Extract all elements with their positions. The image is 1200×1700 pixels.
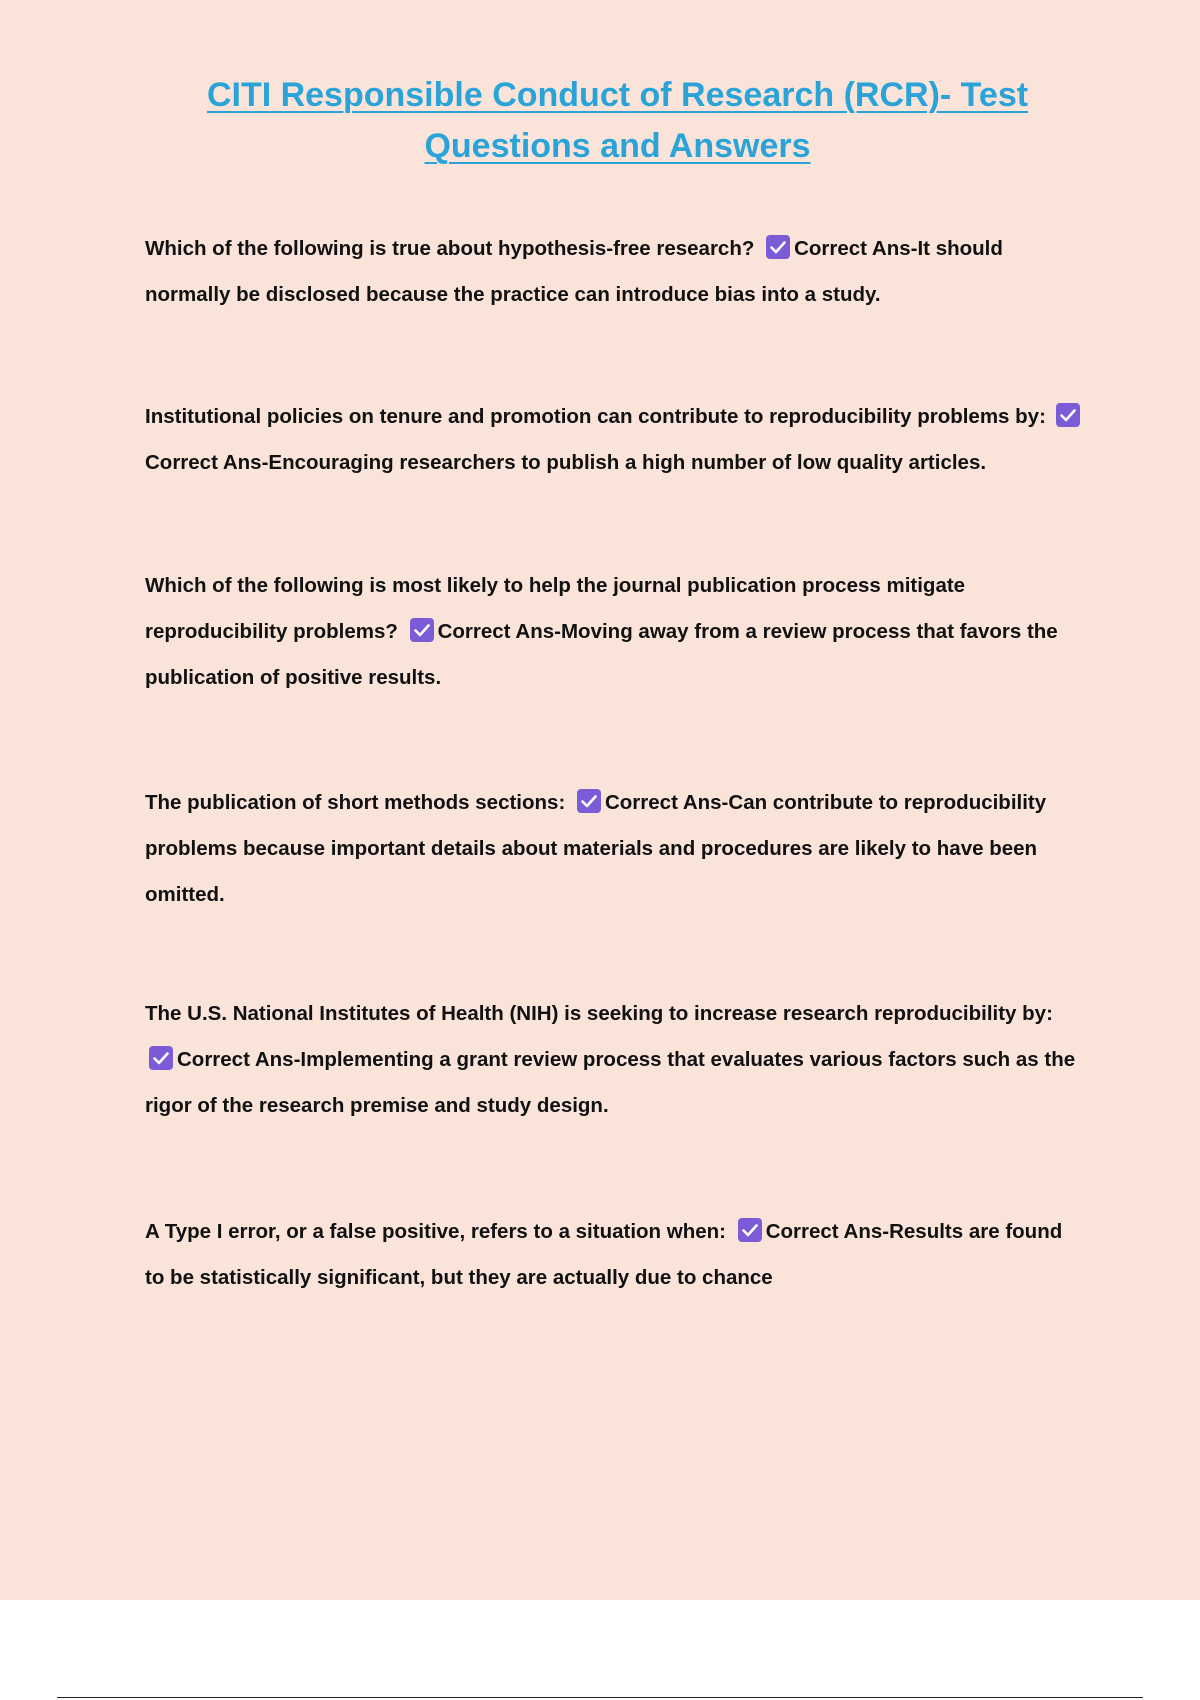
answer-text: Correct Ans-Results are found to be statistically significant, but they are actually due to chance bbox=[145, 1220, 1063, 1289]
question-text: Which of the following is most likely to help the journal publication process mitigate reproducibility problems? bbox=[145, 574, 966, 643]
answer-text: Correct Ans-Encouraging researchers to publish a high number of low quality articles. bbox=[145, 451, 987, 474]
qa-item bbox=[145, 991, 1085, 1129]
checkbox-checked-icon bbox=[577, 789, 601, 813]
answer-text: Correct Ans-Moving away from a review process that favors the publication of positive results. bbox=[145, 620, 1058, 689]
checkbox-checked-icon bbox=[149, 1046, 173, 1070]
checkbox-checked-icon bbox=[1056, 403, 1080, 427]
document-title: CITI Responsible Conduct of Research (RCR)- Test Questions and Answers bbox=[206, 76, 1029, 165]
qa-item bbox=[145, 394, 1085, 486]
answer-text: Correct Ans-Can contribute to reproducibility problems because important details about materials and procedures are likely to have been omitted. bbox=[145, 791, 1047, 906]
question-text: The publication of short methods sections: bbox=[145, 791, 566, 814]
qa-item bbox=[145, 563, 1085, 701]
footer-divider bbox=[57, 1697, 1143, 1698]
question-text: Which of the following is true about hypothesis-free research? bbox=[145, 237, 755, 260]
qa-item bbox=[145, 226, 1085, 318]
question-text: Institutional policies on tenure and promotion can contribute to reproducibility problems by: bbox=[145, 405, 1046, 428]
question-text: The U.S. National Institutes of Health (NIH) is seeking to increase research reproducibility by: bbox=[145, 1002, 1053, 1025]
answer-text: Correct Ans-Implementing a grant review process that evaluates various factors such as the rigor of the research premise and study design. bbox=[145, 1048, 1076, 1117]
qa-item bbox=[145, 1209, 1085, 1301]
answer-text: Correct Ans-It should normally be disclosed because the practice can introduce bias into a study. bbox=[145, 237, 1003, 306]
question-text: A Type I error, or a false positive, refers to a situation when: bbox=[145, 1220, 726, 1243]
checkbox-checked-icon bbox=[410, 618, 434, 642]
qa-item bbox=[145, 780, 1085, 918]
checkbox-checked-icon bbox=[738, 1218, 762, 1242]
checkbox-checked-icon bbox=[766, 235, 790, 259]
